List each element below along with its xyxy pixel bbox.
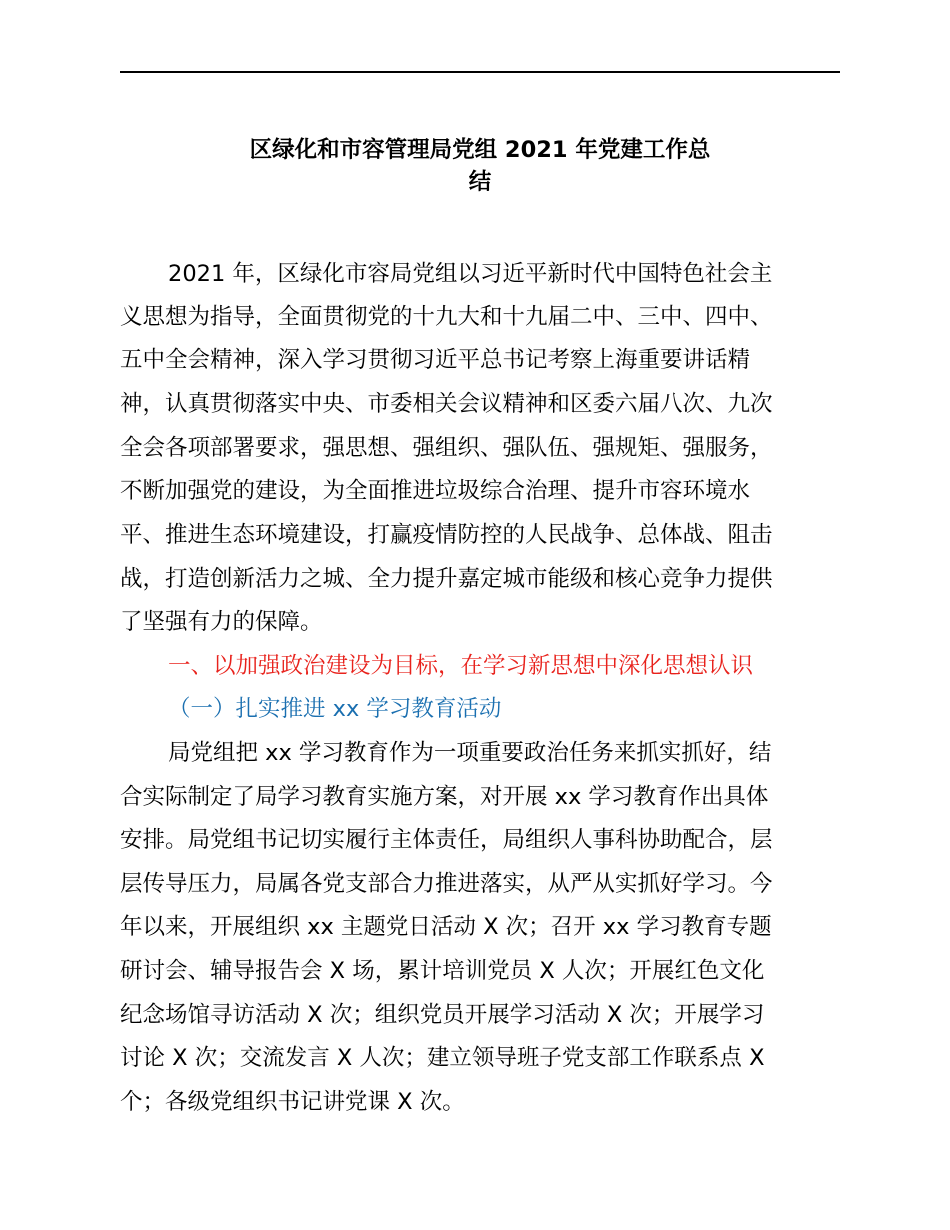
intro-line-3: 五中全会精神，深入学习贯彻习近平总书记考察上海重要讲话精	[120, 347, 751, 373]
title-line-1: 区绿化和市容管理局党组 2021 年党建工作总	[249, 137, 711, 163]
body-line-4: 层传导压力，局属各党支部合力推进落实，从严从实抓好学习。今	[120, 871, 773, 897]
section-heading-1: 一、以加强政治建设为目标，在学习新思想中深化思想认识	[168, 653, 754, 679]
intro-line-1: 2021 年，区绿化市容局党组以习近平新时代中国特色社会主	[168, 261, 773, 287]
document-title	[120, 134, 840, 198]
body-line-7: 纪念场馆寻访活动 X 次；组织党员开展学习活动 X 次；开展学习	[120, 1002, 765, 1028]
intro-line-8: 战，打造创新活力之城、全力提升嘉定城市能级和核心竞争力提供	[120, 566, 773, 592]
body-line-1: 局党组把 xx 学习教育作为一项重要政治任务来抓实抓好，结	[168, 740, 772, 766]
intro-line-9: 了坚强有力的保障。	[120, 609, 323, 635]
body-line-9: 个；各级党组织书记讲党课 X 次。	[120, 1089, 465, 1115]
body-line-3: 安排。局党组书记切实履行主体责任，局组织人事科协助配合，层	[120, 827, 773, 853]
body-line-5: 年以来，开展组织 xx 主题党日活动 X 次；召开 xx 学习教育专题	[120, 914, 772, 940]
body-line-2: 合实际制定了局学习教育实施方案，对开展 xx 学习教育作出具体	[120, 784, 769, 810]
intro-line-4: 神，认真贯彻落实中央、市委相关会议精神和区委六届八次、九次	[120, 391, 773, 417]
body-line-6: 研讨会、辅导报告会 X 场，累计培训党员 X 人次；开展红色文化	[120, 958, 765, 984]
intro-line-6: 不断加强党的建设，为全面推进垃圾综合治理、提升市容环境水	[120, 478, 751, 504]
subsection-heading-1: （一）扎实推进 xx 学习教育活动	[168, 696, 502, 722]
intro-line-2: 义思想为指导，全面贯彻党的十九大和十九届二中、三中、四中、	[120, 304, 773, 330]
header-rule	[120, 71, 840, 73]
body-line-8: 讨论 X 次；交流发言 X 人次；建立领导班子党支部工作联系点 X	[120, 1045, 765, 1071]
intro-line-7: 平、推进生态环境建设，打赢疫情防控的人民战争、总体战、阻击	[120, 522, 773, 548]
title-line-2: 结	[468, 169, 492, 195]
intro-line-5: 全会各项部署要求，强思想、强组织、强队伍、强规矩、强服务，	[120, 435, 773, 461]
